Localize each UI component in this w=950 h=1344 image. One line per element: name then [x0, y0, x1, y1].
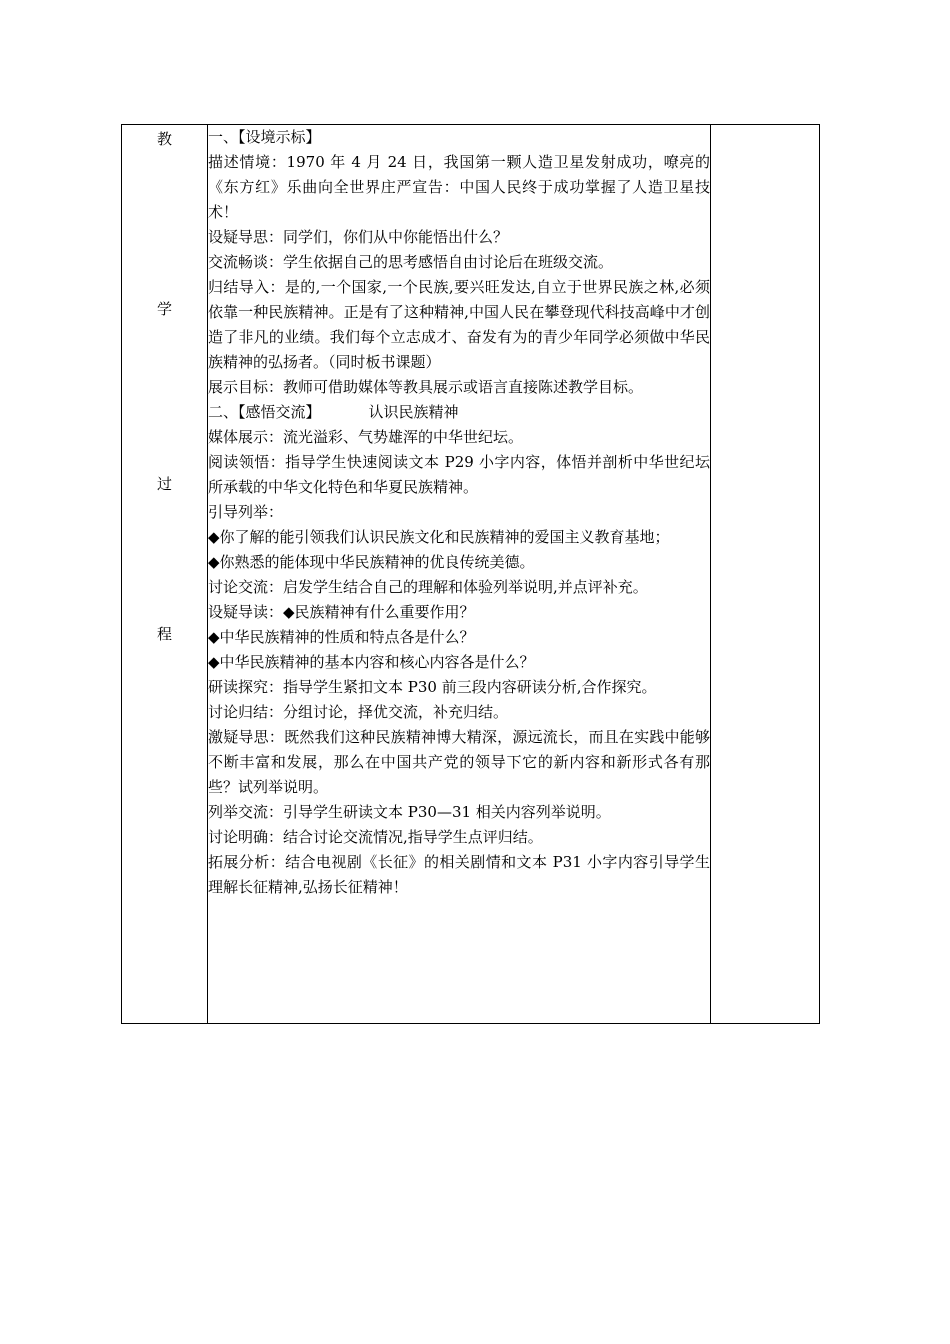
section-heading-topic: 认识民族精神	[368, 403, 459, 421]
paragraph: 讨论交流：启发学生结合自己的理解和体验列举说明,并点评补充。	[208, 578, 648, 596]
notes-cell	[711, 125, 820, 1024]
paragraph: 讨论归结：分组讨论，择优交流，补充归结。	[208, 703, 509, 721]
paragraph: ◆你熟悉的能体现中华民族精神的优良传统美德。	[208, 553, 535, 571]
paragraph: 媒体展示：流光溢彩、气势雄浑的中华世纪坛。	[208, 428, 524, 446]
section-heading	[208, 400, 710, 425]
table-row	[122, 125, 820, 1024]
side-label-cell	[122, 125, 208, 1024]
paragraph: 归结导入：是的,一个国家,一个民族,要兴旺发达,自立于世界民族之林,必须依靠一种民族精神。正是有了这种精神,中国人民在攀登现代科技高峰中才创造了非凡的业绩。我们每个立志成才、奋发有为的青少年同学必须做中华民族精神的弘扬者。（同时板书课题）	[208, 278, 710, 371]
side-label-char: 过	[156, 475, 172, 493]
paragraph: 研读探究：指导学生紧扣文本 P30 前三段内容研读分析,合作探究。	[208, 678, 657, 696]
paragraph: 交流畅谈：学生依据自己的思考感悟自由讨论后在班级交流。	[208, 253, 614, 271]
paragraph: 描述情境：1970 年 4 月 24 日，我国第一颗人造卫星发射成功，嘹亮的《东方红》乐曲向全世界庄严宣告：中国人民终于成功掌握了人造卫星技术！	[208, 153, 710, 221]
paragraph: 激疑导思：既然我们这种民族精神博大精深，源远流长，而且在实践中能够不断丰富和发展，那么在中国共产党的领导下它的新内容和新形式各有那些？试列举说明。	[208, 728, 710, 796]
side-label-char: 学	[156, 300, 172, 318]
paragraph: ◆你了解的能引领我们认识民族文化和民族精神的爱国主义教育基地；	[208, 528, 670, 546]
paragraph: 讨论明确：结合讨论交流情况,指导学生点评归结。	[208, 828, 543, 846]
side-label-char: 教	[156, 130, 172, 148]
paragraph: ◆中华民族精神的性质和特点各是什么？	[208, 628, 475, 646]
paragraph: 引导列举：	[208, 503, 284, 521]
paragraph: 设疑导思：同学们，你们从中你能悟出什么？	[208, 228, 509, 246]
paragraph: 设疑导读：◆民族精神有什么重要作用？	[208, 603, 475, 621]
paragraph: ◆中华民族精神的基本内容和核心内容各是什么？	[208, 653, 535, 671]
lesson-table	[121, 124, 820, 1024]
paragraph: 阅读领悟：指导学生快速阅读文本 P29 小字内容，体悟并剖析中华世纪坛所承载的中华文化特色和华夏民族精神。	[208, 453, 710, 496]
section-heading: 一、【设境示标】	[208, 128, 321, 146]
side-label-char: 程	[156, 625, 172, 643]
paragraph: 拓展分析：结合电视剧《长征》的相关剧情和文本 P31 小字内容引导学生理解长征精神,弘扬长征精神！	[208, 853, 710, 896]
paragraph: 列举交流：引导学生研读文本 P30—31 相关内容列举说明。	[208, 803, 611, 821]
paragraph: 展示目标：教师可借助媒体等教具展示或语言直接陈述教学目标。	[208, 378, 644, 396]
content-cell	[208, 125, 711, 1024]
section-heading-label: 二、【感悟交流】	[208, 403, 321, 421]
